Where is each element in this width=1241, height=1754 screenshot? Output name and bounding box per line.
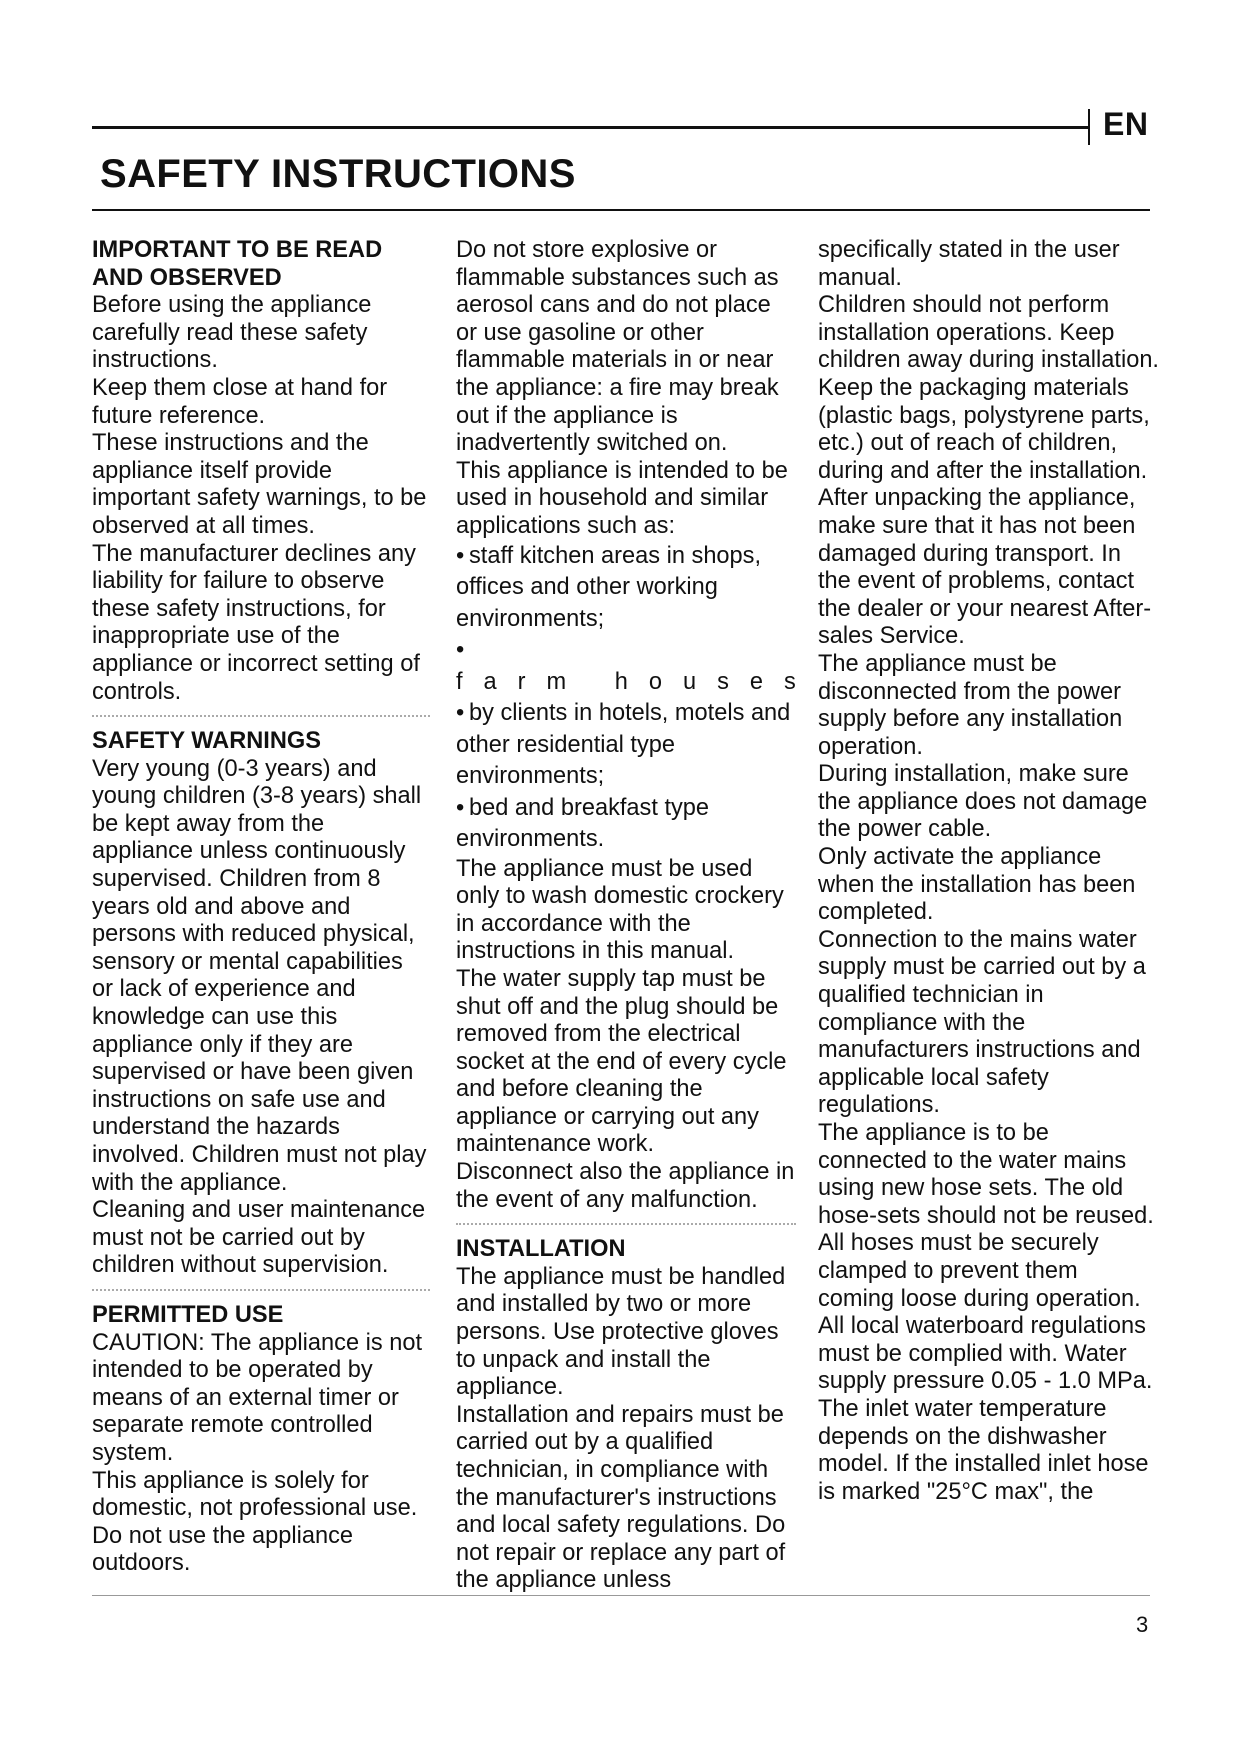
heading-installation: INSTALLATION <box>456 1236 626 1263</box>
paragraph: Do not store explosive or flammable substances such as aerosol cans and do not place or use gasoline or other flammable materials in or near the appliance: a fire may break out if the appliance is inadvertently switched on. <box>456 237 779 457</box>
paragraph: The appliance must be disconnected from the power supply before any installation operation. <box>818 650 1123 760</box>
bullet-icon: • <box>456 637 465 664</box>
column-2 <box>456 237 817 1595</box>
page-title: SAFETY INSTRUCTIONS <box>100 152 576 196</box>
paragraph: Connection to the mains water supply must be carried out by a qualified technician in compliance with the manufacturers instructions and applicable local safety regulations. <box>818 926 1146 1119</box>
list-item-text: by clients in hotels, motels and other residential type environments; <box>456 700 791 790</box>
list-item <box>456 635 817 698</box>
paragraph: specifically stated in the user manual. <box>818 237 1120 291</box>
header-rule-tick <box>1088 109 1090 145</box>
dotted-separator <box>92 715 430 717</box>
paragraph: The appliance must be used only to wash domestic crockery in accordance with the instructions in this manual. <box>456 855 784 965</box>
bullet-icon: • <box>456 700 465 727</box>
list-item <box>456 793 796 856</box>
paragraph: The appliance is to be connected to the water mains using new hose sets. The old hose-sets should not be reused. <box>818 1120 1154 1229</box>
column-1 <box>92 237 430 1578</box>
paragraph: Disconnect also the appliance in the event of any malfunction. <box>456 1159 795 1213</box>
list-item <box>456 541 796 636</box>
paragraph: The manufacturer declines any liability for failure to observe these safety instructions, for inappropriate use of the appliance or incorrect setting of controls. <box>92 540 420 705</box>
header-rule <box>92 126 1088 129</box>
title-rule <box>92 209 1150 211</box>
heading-important: IMPORTANT TO BE READ AND OBSERVED <box>92 237 383 291</box>
list-item-text: bed and breakfast type environments. <box>456 794 710 853</box>
heading-safety-warnings: SAFETY WARNINGS <box>92 728 321 755</box>
paragraph: The water supply tap must be shut off and the plug should be removed from the electrical socket at the end of every cycle and before cleaning the appliance or carrying out any maintenance work. <box>456 965 787 1158</box>
paragraph: The inlet water temperature depends on the dishwasher model. If the installed inlet hose is marked "25°C max", the <box>818 1395 1149 1505</box>
paragraph: Only activate the appliance when the installation has been completed. <box>818 844 1136 926</box>
paragraph: Before using the appliance carefully read these safety instructions. <box>92 292 372 374</box>
language-code: EN <box>1103 106 1149 142</box>
paragraph: Do not use the appliance outdoors. <box>92 1522 354 1577</box>
paragraph: Installation and repairs must be carried out by a qualified technician, in compliance with the manufacturer's instructions and local safety regulations. Do not repair or replace any part of the appliance unless <box>456 1401 786 1594</box>
paragraph: During installation, make sure the appliance does not damage the power cable. <box>818 761 1148 843</box>
bullet-list <box>456 541 817 856</box>
paragraph: After unpacking the appliance, make sure that it has not been damaged during transport. In the event of problems, contact the dealer or your nearest After-sales Service. <box>818 485 1152 650</box>
dotted-separator <box>456 1223 796 1225</box>
paragraph: All local waterboard regulations must be complied with. Water supply pressure 0.05 - 1.0 MPa. <box>818 1313 1153 1395</box>
paragraph: Cleaning and user maintenance must not be carried out by children without supervision. <box>92 1197 426 1279</box>
list-item-text: farm houses <box>456 668 817 695</box>
paragraph: Very young (0-3 years) and young children (3-8 years) shall be kept away from the appliance unless continuously supervised. Children from 8 years old and above and persons with reduced physical, sensory or mental capabilities or lack of experience and knowledge can use this appliance only if they are supervised or have been given instructions on safe use and understand the hazards involved. Children must not play with the appliance. <box>92 755 427 1196</box>
paragraph: This appliance is solely for domestic, not professional use. <box>92 1467 418 1522</box>
list-item-text: staff kitchen areas in shops, offices and other working environments; <box>456 542 762 632</box>
bullet-icon: • <box>456 542 465 569</box>
paragraph: Children should not perform installation operations. Keep children away during installation. Keep the packaging materials (plastic bags, polystyrene parts, etc.) out of reach of children, during and after the installation. <box>818 292 1159 484</box>
footer-rule <box>92 1595 1150 1596</box>
paragraph: These instructions and the appliance itself provide important safety warnings, to be observed at all times. <box>92 430 427 539</box>
bullet-icon: • <box>456 794 465 821</box>
paragraph: Keep them close at hand for future reference. <box>92 374 388 429</box>
dotted-separator <box>92 1289 430 1291</box>
paragraph: CAUTION: The appliance is not intended to be operated by means of an external timer or separate remote controlled system. <box>92 1329 423 1466</box>
heading-permitted-use: PERMITTED USE <box>92 1301 284 1328</box>
paragraph: All hoses must be securely clamped to prevent them coming loose during operation. <box>818 1230 1141 1312</box>
paragraph: The appliance must be handled and installed by two or more persons. Use protective gloves to unpack and install the appliance. <box>456 1263 786 1401</box>
list-item <box>456 698 796 793</box>
paragraph: This appliance is intended to be used in household and similar applications such as: <box>456 457 788 539</box>
page-number: 3 <box>1136 1612 1149 1637</box>
column-3 <box>818 237 1160 1506</box>
